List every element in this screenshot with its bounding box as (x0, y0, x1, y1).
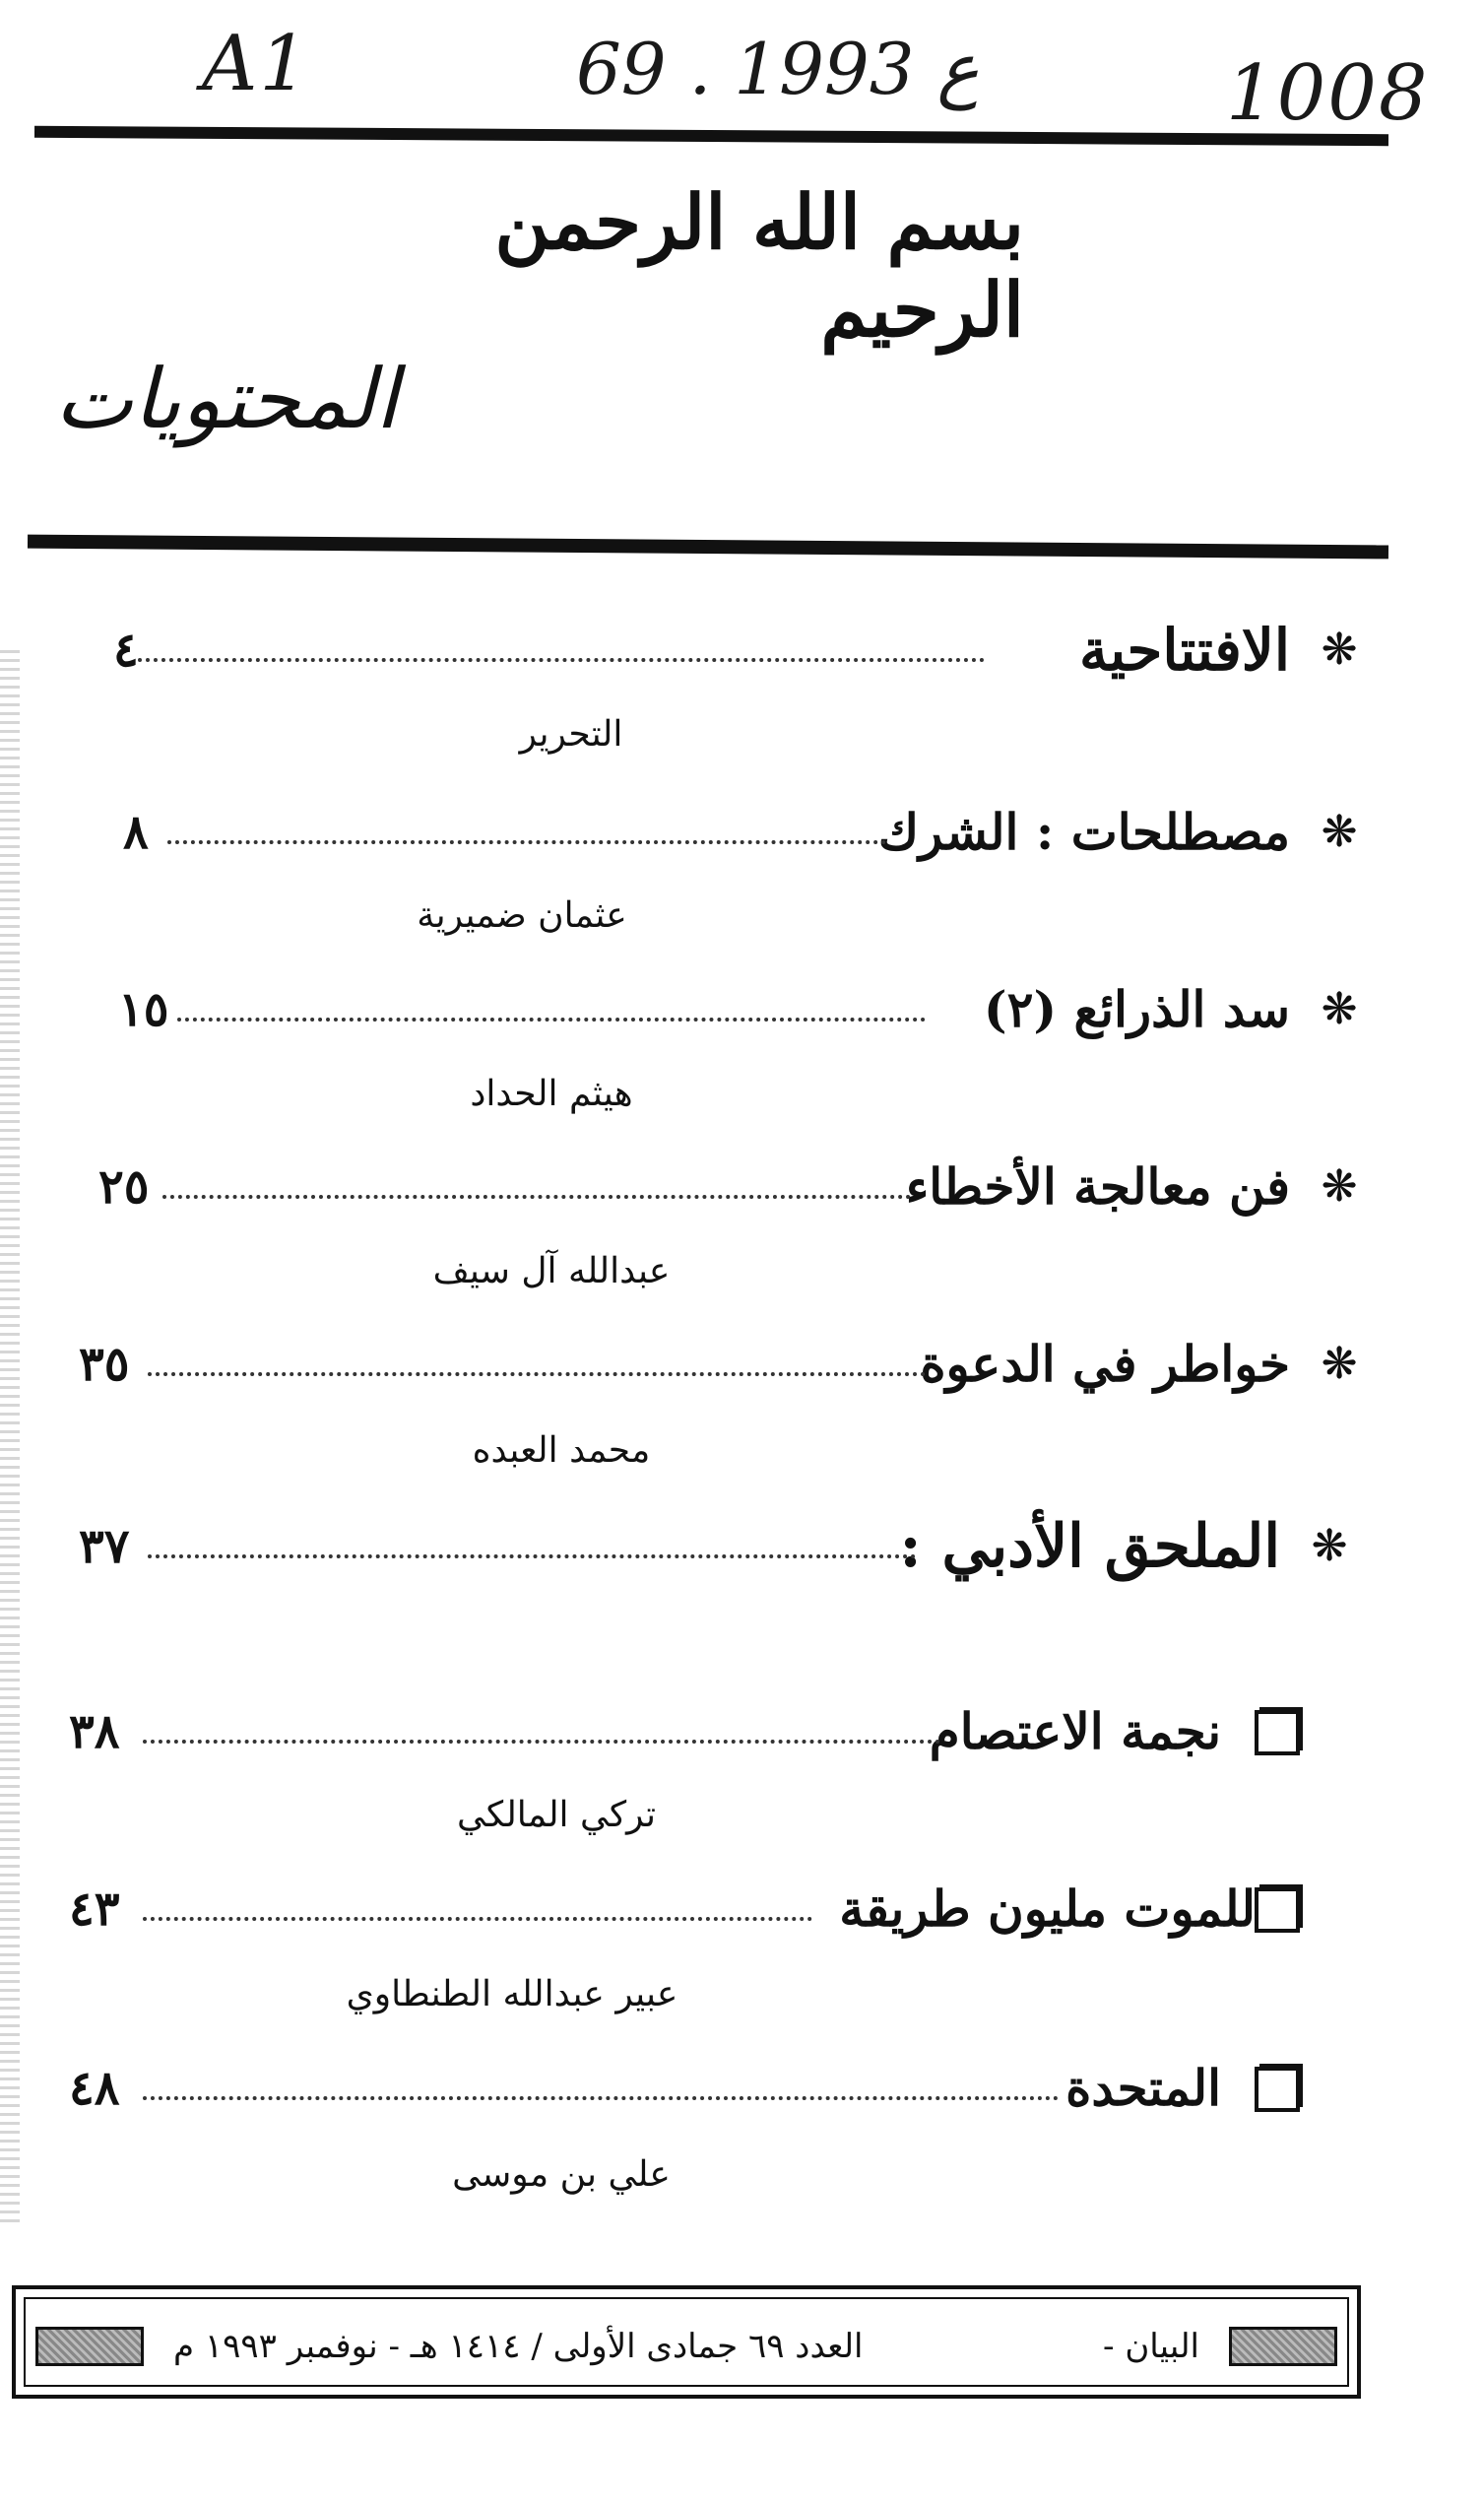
toc-entry[interactable] (69, 611, 1369, 690)
entry-page: ٢٥ (98, 1159, 150, 1215)
footer-banner (12, 2285, 1361, 2399)
asterisk-icon: ❋ (1311, 1521, 1348, 1571)
leader-dots (177, 1018, 926, 1022)
entry-page: ٤٣ (69, 1881, 120, 1937)
entry-author: التحرير (519, 714, 623, 755)
leader-dots (143, 1740, 940, 1744)
leader-dots (148, 1372, 926, 1376)
entry-title: خواطر في الدعوة (920, 1335, 1290, 1393)
entry-author: تركي المالكي (456, 1795, 657, 1835)
toc-entry[interactable] (69, 2049, 1369, 2128)
leader-dots (162, 1195, 911, 1199)
toc-entry[interactable] (69, 1692, 1369, 1771)
handwritten-ref: 1008 (1226, 49, 1430, 138)
entry-author: هيثم الحداد (470, 1074, 633, 1114)
checbox-icon (1255, 1887, 1300, 1933)
footer-swatch-left (35, 2327, 144, 2366)
entry-title: الملحق الأدبي : (899, 1512, 1280, 1581)
entry-page: ٣٥ (79, 1337, 130, 1392)
footer-swatch-right (1229, 2327, 1337, 2366)
asterisk-icon: ❋ (1321, 984, 1358, 1034)
asterisk-icon: ❋ (1321, 1161, 1358, 1212)
handwritten-code: A1 (202, 20, 310, 108)
entry-title: نجمة الاعتصام (929, 1702, 1221, 1760)
asterisk-icon: ❋ (1321, 1339, 1358, 1389)
entry-title: مصطلحات : الشرك (877, 803, 1290, 861)
leader-dots (143, 2096, 1059, 2100)
entry-author: علي بن موسى (452, 2154, 671, 2195)
toc-entry[interactable] (69, 1870, 1369, 1948)
leader-dots (138, 658, 985, 662)
asterisk-icon: ❋ (1321, 807, 1358, 857)
entry-title: سد الذرائع (٢) (983, 980, 1290, 1038)
footer-issue-info: العدد ٦٩ جمادى الأولى / ١٤١٤ هـ - نوفمبر ١٩٩٣ م (173, 2327, 864, 2366)
handwritten-issue: 69 . ع 1993 (576, 28, 980, 110)
entry-page: ٣٧ (79, 1519, 130, 1574)
entry-title: المتحدة (1065, 2059, 1221, 2117)
leader-dots (167, 840, 886, 844)
basmala: بسم الله الرحمن الرحيم (494, 178, 1024, 354)
footer-inner-frame (24, 2297, 1349, 2387)
entry-author: عثمان ضميرية (417, 895, 627, 936)
entry-page: ٤ (113, 623, 139, 678)
toc-entry[interactable] (69, 1325, 1369, 1404)
checkbox-icon (1255, 1710, 1300, 1755)
entry-author: محمد العبده (472, 1430, 651, 1471)
checkbox-icon (1255, 2067, 1300, 2112)
footer-magazine: البيان - (1103, 2327, 1199, 2366)
entry-page: ٨ (123, 805, 149, 860)
toc-entry[interactable] (69, 970, 1369, 1049)
entry-author: عبدالله آل سيف (432, 1251, 671, 1291)
entry-page: ١٥ (118, 982, 169, 1037)
entry-page: ٣٨ (69, 1704, 120, 1759)
entry-title: الافتتاحية (1078, 617, 1290, 684)
toc-entry[interactable] (69, 1507, 1369, 1586)
toc-entry[interactable] (69, 793, 1369, 872)
asterisk-icon: ❋ (1321, 625, 1358, 675)
entry-title: فن معالجة الأخطاء (905, 1157, 1290, 1216)
entry-page: ٤٨ (69, 2061, 120, 2116)
entry-author: عبير عبدالله الطنطاوي (346, 1974, 678, 2014)
page-title: المحتويات (54, 351, 399, 447)
toc-entry[interactable] (69, 1148, 1369, 1226)
leader-dots (148, 1554, 916, 1558)
leader-dots (143, 1917, 812, 1921)
entry-title: للموت مليون طريقة (839, 1880, 1256, 1938)
